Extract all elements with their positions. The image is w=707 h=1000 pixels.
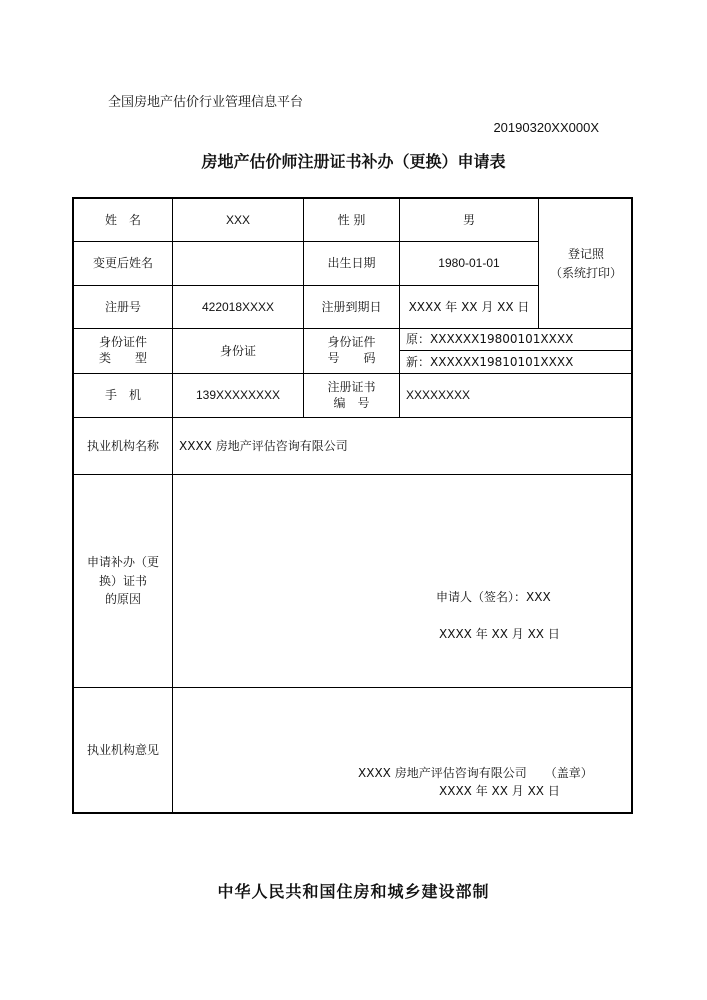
org-label: 执业机构名称	[74, 418, 173, 475]
reg-no-value: 422018XXXX	[173, 286, 304, 329]
id-type-value: 身份证	[173, 329, 304, 374]
opinion-label: 执业机构意见	[74, 688, 173, 812]
cert-no-label-line1: 注册证书	[327, 379, 376, 394]
gender-value: 男	[400, 199, 539, 242]
photo-note: （系统打印）	[549, 265, 622, 280]
id-no-label-line1: 身份证件	[327, 335, 376, 350]
reason-label-line2: 换）证书	[98, 573, 147, 588]
changed-name-label: 变更后姓名	[74, 242, 173, 286]
form-title: 房地产估价师注册证书补办（更换）申请表	[201, 152, 506, 171]
id-no-label	[304, 329, 400, 374]
reason-label-line3: 的原因	[104, 592, 141, 607]
reg-expiry-value: XXXX 年 XX 月 XX 日	[400, 286, 539, 329]
applicant-date: XXXX 年 XX 月 XX 日	[439, 627, 560, 641]
cert-no-value: XXXXXXXX	[400, 374, 633, 418]
name-label: 姓 名	[74, 199, 173, 242]
name-value: XXX	[173, 199, 304, 242]
issuing-ministry: 中华人民共和国住房和城乡建设部制	[217, 882, 490, 901]
org-value: XXXX 房地产评估咨询有限公司	[173, 418, 633, 475]
reason-area	[173, 475, 633, 688]
reason-label	[74, 475, 173, 688]
gender-label: 性 别	[304, 199, 400, 242]
reg-expiry-label: 注册到期日	[304, 286, 400, 329]
cert-no-label-line2: 编 号	[333, 395, 370, 410]
id-type-label-line1: 身份证件	[98, 335, 147, 350]
applicant-signature: 申请人（签名）：XXX	[436, 590, 551, 604]
platform-name: 全国房地产估价行业管理信息平台	[108, 95, 304, 110]
changed-name-value	[173, 242, 304, 286]
birth-label: 出生日期	[304, 242, 400, 286]
photo-cell	[539, 199, 633, 329]
cert-no-label	[304, 374, 400, 418]
mobile-label: 手 机	[74, 374, 173, 418]
reason-label-line1: 申请补办（更	[86, 555, 159, 570]
birth-value: 1980-01-01	[400, 242, 539, 286]
opinion-date: XXXX 年 XX 月 XX 日	[439, 784, 560, 798]
opinion-area	[173, 688, 633, 812]
id-type-label-line2: 类 型	[98, 351, 147, 365]
photo-label: 登记照	[567, 246, 604, 261]
serial-number: 20190320XX000X	[493, 120, 599, 135]
id-no-new: 新：XXXXXX19810101XXXX	[400, 351, 633, 374]
mobile-value: 139XXXXXXXX	[173, 374, 304, 418]
opinion-org-stamp: XXXX 房地产评估咨询有限公司 （盖章）	[358, 766, 593, 780]
reg-no-label: 注册号	[74, 286, 173, 329]
id-no-old: 原：XXXXXX19800101XXXX	[400, 329, 633, 351]
application-form	[72, 197, 633, 814]
id-no-label-line2: 号 码	[327, 351, 376, 365]
id-type-label	[74, 329, 173, 374]
